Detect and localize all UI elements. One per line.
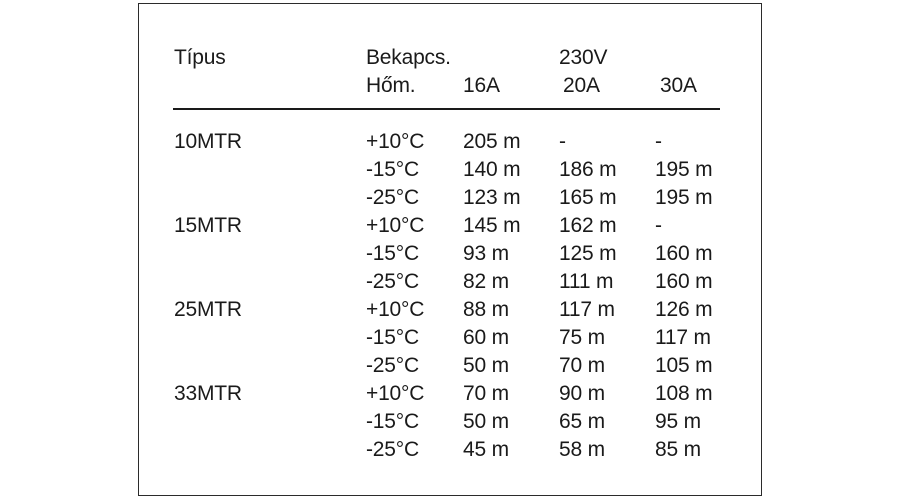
cell-30a: 195 m — [655, 186, 713, 209]
cell-temp: +10°C — [366, 214, 425, 237]
cell-20a: 75 m — [559, 326, 605, 349]
cell-20a: 65 m — [559, 410, 605, 433]
header-temp: Hőm. — [366, 74, 416, 97]
cell-16a: 82 m — [463, 270, 509, 293]
cell-16a: 50 m — [463, 410, 509, 433]
cell-type: 33MTR — [174, 382, 242, 405]
cell-temp: -15°C — [366, 242, 419, 265]
cell-type: 15MTR — [174, 214, 242, 237]
header-16a: 16A — [463, 74, 500, 97]
cell-20a: 111 m — [559, 270, 614, 293]
cell-30a: 195 m — [655, 158, 713, 181]
cell-16a: 205 m — [463, 130, 521, 153]
cell-temp: -25°C — [366, 270, 419, 293]
cell-temp: -15°C — [366, 158, 419, 181]
cell-30a: 117 m — [655, 326, 711, 349]
header-type: Típus — [174, 46, 226, 69]
cell-30a: 105 m — [655, 354, 713, 377]
cell-30a: 126 m — [655, 298, 713, 321]
cell-20a: 58 m — [559, 438, 605, 461]
cell-30a: 85 m — [655, 438, 701, 461]
cell-16a: 88 m — [463, 298, 509, 321]
header-voltage: 230V — [559, 46, 608, 69]
cell-20a: 70 m — [559, 354, 605, 377]
cell-temp: +10°C — [366, 130, 425, 153]
cell-temp: -15°C — [366, 410, 419, 433]
cell-temp: -15°C — [366, 326, 419, 349]
cell-16a: 140 m — [463, 158, 521, 181]
cell-temp: -25°C — [366, 186, 419, 209]
header-switch: Bekapcs. — [366, 46, 451, 69]
cell-temp: +10°C — [366, 298, 425, 321]
header-30a: 30A — [660, 74, 697, 97]
cell-16a: 93 m — [463, 242, 509, 265]
cell-30a: 160 m — [655, 242, 713, 265]
cell-20a: 125 m — [559, 242, 617, 265]
cell-type: 25MTR — [174, 298, 242, 321]
cell-16a: 60 m — [463, 326, 509, 349]
cell-30a: 95 m — [655, 410, 701, 433]
cell-16a: 123 m — [463, 186, 521, 209]
cell-temp: +10°C — [366, 382, 425, 405]
cell-20a: 186 m — [559, 158, 617, 181]
cell-20a: 90 m — [559, 382, 605, 405]
cell-type: 10MTR — [174, 130, 242, 153]
cell-30a: - — [655, 130, 662, 153]
cell-temp: -25°C — [366, 354, 419, 377]
cell-16a: 145 m — [463, 214, 521, 237]
cell-20a: - — [559, 130, 566, 153]
cell-20a: 165 m — [559, 186, 617, 209]
cell-30a: 160 m — [655, 270, 713, 293]
cell-20a: 162 m — [559, 214, 617, 237]
header-divider — [173, 108, 720, 110]
cell-20a: 117 m — [559, 298, 615, 321]
cell-temp: -25°C — [366, 438, 419, 461]
cell-16a: 70 m — [463, 382, 509, 405]
cell-30a: - — [655, 214, 662, 237]
cell-30a: 108 m — [655, 382, 713, 405]
header-20a: 20A — [563, 74, 600, 97]
cell-16a: 45 m — [463, 438, 509, 461]
cell-16a: 50 m — [463, 354, 509, 377]
